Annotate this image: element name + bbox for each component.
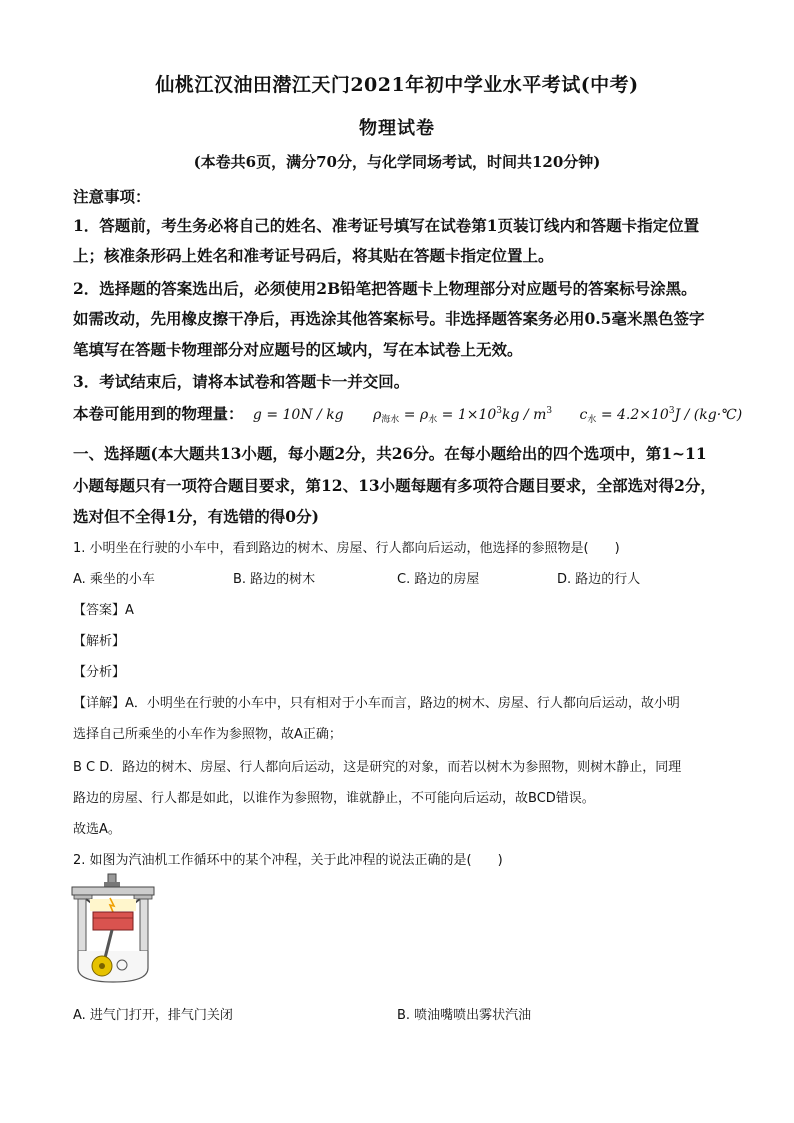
density-constant: $\rho_{海水} = \rho_水 = 1\times 10^3kg / m^3$ — [373, 406, 553, 425]
q1-detail-line: 选择自己所乘坐的小车作为参照物，故A正确； — [73, 727, 342, 742]
q1-analysis-heading: 【解析】 — [73, 634, 126, 649]
q1-option-b: B. 路边的树木 — [233, 572, 316, 587]
section-heading: 选对但不全得1分，有选错的得0分) — [73, 507, 319, 526]
q1-option-d: D. 路边的行人 — [557, 572, 641, 587]
q1-detail-line: 路边的房屋、行人都是如此，以谁作为参照物，谁就静止，不可能向后运动，故BCD错误。 — [73, 791, 595, 806]
notice-line: 笔填写在答题卡物理部分对应题号的区域内，写在本试卷上无效。 — [73, 340, 523, 359]
q2-option-b: B. 喷油嘴喷出雾状汽油 — [397, 1008, 532, 1023]
notice-line: 2．选择题的答案选出后，必须使用2B铅笔把答题卡上物理部分对应题号的答案标号涂黑。 — [73, 279, 697, 298]
notice-line: 上；核准条形码上姓名和准考证号码后，将其贴在答题卡指定位置上。 — [73, 246, 554, 265]
q1-detail-line: 故选A。 — [73, 822, 121, 837]
q1-option-a: A. 乘坐的小车 — [73, 572, 155, 587]
exam-subtitle: 物理试卷 — [359, 118, 435, 139]
q1-breakdown-heading: 【分析】 — [73, 665, 126, 680]
engine-stroke-figure — [66, 872, 160, 984]
section-heading: 小题每题只有一项符合题目要求，第12、13小题每题有多项符合题目要求，全部选对得2分， — [73, 476, 716, 495]
exam-note: (本卷共6页，满分70分，与化学同场考试，时间共120分钟) — [193, 153, 601, 171]
notice-line: 1．答题前，考生务必将自己的姓名、准考证号填写在试卷第1页装订线内和答题卡指定位置 — [73, 216, 700, 235]
q1-detail-line: B C D．路边的树木、房屋、行人都向后运动，这是研究的对象，而若以树木为参照物，则树木静止，同理 — [73, 760, 682, 775]
notice-heading: 注意事项： — [73, 187, 151, 206]
q1-detail-line: 【详解】A．小明坐在行驶的小车中，只有相对于小车而言，路边的树木、房屋、行人都向后运动，故小明 — [73, 696, 680, 711]
q1-answer: 【答案】A — [73, 603, 134, 618]
gravity-constant: g = 10N / kg — [252, 407, 344, 423]
specific-heat-constant: $c_水 = 4.2\times 10^3J$ / (kg·℃) — [579, 406, 743, 425]
constants-line — [73, 402, 742, 425]
notice-line: 3．考试结束后，请将本试卷和答题卡一并交回。 — [73, 372, 410, 391]
constants-label: 本卷可能用到的物理量： — [73, 404, 244, 423]
notice-line: 如需改动，先用橡皮擦干净后，再选涂其他答案标号。非选择题答案务必用0.5毫米黑色签字 — [73, 309, 705, 328]
question-1-stem: 1. 小明坐在行驶的小车中，看到路边的树木、房屋、行人都向后运动，他选择的参照物是( ) — [73, 541, 620, 556]
section-heading: 一、选择题(本大题共13小题，每小题2分，共26分。在每小题给出的四个选项中，第1~11 — [73, 444, 707, 463]
exam-title: 仙桃江汉油田潜江天门2021年初中学业水平考试(中考) — [155, 74, 639, 96]
q2-option-a: A. 进气门打开，排气门关闭 — [73, 1008, 233, 1023]
question-2-stem: 2. 如图为汽油机工作循环中的某个冲程，关于此冲程的说法正确的是( ) — [73, 853, 503, 868]
q1-option-c: C. 路边的房屋 — [397, 572, 480, 587]
